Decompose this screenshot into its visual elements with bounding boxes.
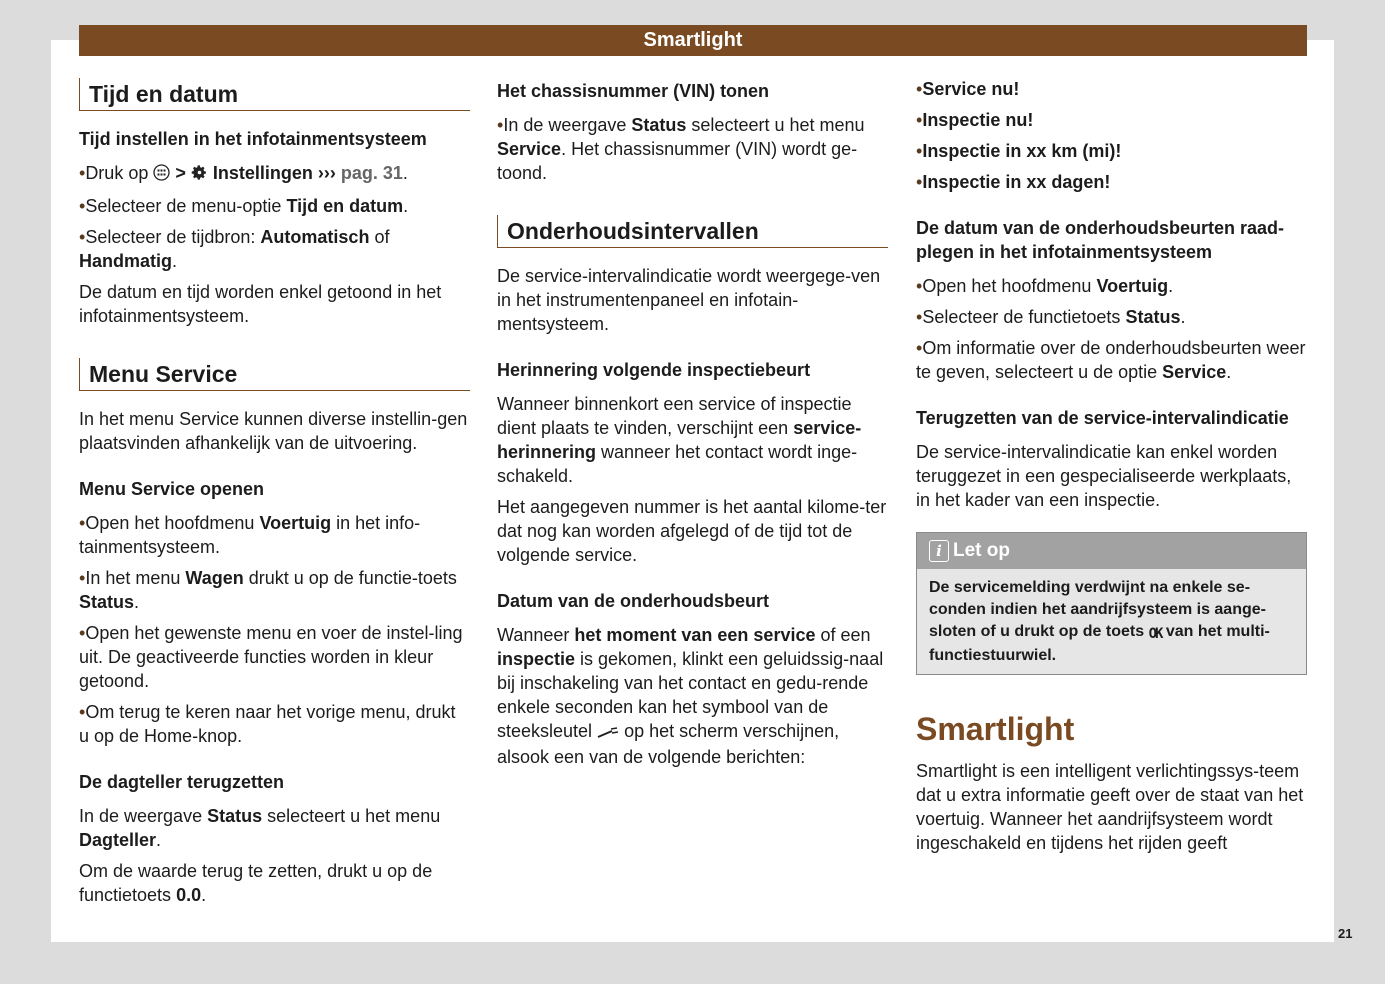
bold-text: Status [79,592,135,612]
paragraph [79,407,470,455]
bullet-item [79,194,470,218]
bullet-item [79,161,470,187]
text-run: . [1180,307,1186,327]
bullet-item [916,139,1307,163]
bullet-item [79,566,470,614]
text-run: Herinnering volgende inspectiebeurt [497,360,811,380]
paragraph [497,264,888,336]
bullet-item [916,305,1307,329]
column-2 [497,79,888,776]
text-run: Selecteer de tijdbron: [85,227,261,247]
text-run: Het chassisnummer (VIN) tonen [497,81,770,101]
bold-text: Status [207,806,263,826]
subheading [916,406,1307,430]
bold-text: Status [1125,307,1181,327]
text-run: wanneer het contact wordt inge-schakeld. [497,442,858,486]
subheading [79,127,470,151]
text-run: De service-intervalindicatie kan enkel worden teruggezet in een gespecialiseerde werkplaats, in het kader van een inspectie. [916,442,1292,510]
text-run: Om informatie over de onderhoudsbeurten weer te geven, selecteert u de optie [916,338,1306,382]
ok-key-icon: OK [1148,626,1162,642]
note-title: Let op [953,540,1010,561]
text-run: . [172,251,178,271]
bullet-item [79,225,470,273]
text-run: Menu Service openen [79,479,265,499]
text-run: Smartlight [916,711,1075,747]
text-run: . Het chassisnummer (VIN) wordt ge-toond. [497,139,858,183]
bold-text: Tijd en datum [286,196,404,216]
text-run: De servicemelding verdwijnt na enkele se-conden indien het aandrijfsysteem is aange-sloten of u drukt op de toets [929,579,1266,640]
text-run: selecteert u het menu [262,806,441,826]
text-run: Selecteer de functietoets [922,307,1126,327]
section-title: Smartlight [643,29,743,51]
page-number: 21 [1338,926,1353,941]
bold-text: > [170,163,191,183]
bold-text: Dagteller [79,830,157,850]
text-run: In het menu Service kunnen diverse instellin-gen plaatsvinden afhankelijk van de uitvoering. [79,409,468,453]
paragraph [497,495,888,567]
text-run: van het multi-functiestuurwiel. [929,623,1270,664]
bold-text: Handmatig [79,251,173,271]
text-run: Het aangegeven nummer is het aantal kilome-ter dat nog kan worden afgelegd of de tijd tot de volgende service. [497,497,887,565]
bold-text: Automatisch [260,227,370,247]
column-1 [79,78,470,914]
bullet-item [497,113,888,185]
text-run: Open het hoofdmenu [85,513,260,533]
bullet-item [916,77,1307,101]
subheading [79,477,470,501]
paragraph [79,859,470,907]
bold-text: Voertuig [1096,276,1169,296]
menu-grid-icon [153,163,170,187]
section-heading [79,358,470,391]
text-run: Tijd en datum [89,81,239,107]
text-run: Terugzetten van de service-intervalindicatie [916,408,1289,428]
text-run: De datum van de onderhoudsbeurten raad-plegen in het infotainmentsysteem [916,218,1285,262]
paragraph [916,759,1307,855]
text-run: Menu Service [89,361,238,387]
paragraph [79,804,470,852]
subheading [497,358,888,382]
text-run: Om terug te keren naar het vorige menu, drukt u op de Home-knop. [79,702,456,746]
text-run: in het info-tainmentsysteem. [79,513,421,557]
subheading [497,79,888,103]
text-run: De datum en tijd worden enkel getoond in het infotainmentsysteem. [79,282,442,326]
text-run: De dagteller terugzetten [79,772,285,792]
subheading [79,770,470,794]
text-run: Onderhoudsintervallen [507,218,759,244]
bold-text: Inspectie in xx km (mi)! [922,141,1122,161]
bold-text: 0.0 [176,885,202,905]
bullet-item [79,700,470,748]
bold-text: Inspectie nu! [922,110,1034,130]
text-run: Datum van de onderhoudsbeurt [497,591,770,611]
note-body [917,569,1306,674]
text-run: Druk op [85,163,154,183]
text-run: of een [815,625,871,645]
bold-text: Voertuig [259,513,332,533]
bold-text: Wagen [185,568,244,588]
note-box [916,532,1307,675]
text-run: Open het hoofdmenu [922,276,1097,296]
text-run: Wanneer binnenkort een service of inspectie dient plaats te vinden, verschijnt een [497,394,852,438]
section-header-bar [79,25,1307,56]
bullet-item [79,511,470,559]
bold-text: inspectie [497,649,576,669]
paragraph [916,440,1307,512]
page-reference-link[interactable]: pag. 31 [340,163,403,183]
gear-icon [191,163,208,187]
text-run: In de weergave [503,115,632,135]
bullet-item [916,108,1307,132]
info-icon: i [929,540,949,562]
bullet-item [79,621,470,693]
column-3 [916,77,1307,862]
bold-text: service-herinnering [497,418,862,462]
section-heading [79,78,470,111]
bold-text: Status [631,115,687,135]
bold-text: Service nu! [922,79,1020,99]
bold-text: Service [1162,362,1227,382]
text-run: Smartlight is een intelligent verlichtingssys-teem dat u extra informatie geeft over de staat van het voertuig. Wanneer het aandrijfsysteem wordt ingeschakeld en tijdens het rijden geeft [916,761,1304,853]
text-run: Selecteer de menu-optie [85,196,287,216]
text-run: . [1168,276,1174,296]
bold-text: Inspectie in xx dagen! [922,172,1111,192]
subheading [497,589,888,613]
text-run: . [201,885,207,905]
paragraph [497,623,888,769]
text-run: Open het gewenste menu en voer de instel-ling uit. De geactiveerde functies worden in kleur getoond. [79,623,463,691]
text-run: drukt u op de functie-toets [243,568,457,588]
subheading [916,216,1307,264]
text-run: . [134,592,140,612]
paragraph [497,392,888,488]
text-run: De service-intervalindicatie wordt weergege-ven in het instrumentenpaneel en infotain-mentsysteem. [497,266,881,334]
bold-text: ››› [312,163,341,183]
bold-text: Instellingen [207,163,313,183]
paragraph [79,280,470,328]
section-heading [497,215,888,248]
text-run: op het scherm verschijnen, alsook een van de volgende berichten: [497,721,840,767]
text-run: Om de waarde terug te zetten, drukt u op de functietoets [79,861,433,905]
text-run: . [156,830,162,850]
text-run: selecteert u het menu [686,115,865,135]
bullet-item [916,274,1307,298]
text-run: Tijd instellen in het infotainmentsysteem [79,129,427,149]
bold-text: het moment van een service [574,625,816,645]
text-run: Wanneer [497,625,575,645]
bullet-item [916,170,1307,194]
wrench-icon [597,721,619,745]
text-run: In het menu [85,568,186,588]
text-run: of [369,227,390,247]
bold-text: Service [497,139,562,159]
text-run: . [403,196,409,216]
text-run: . [1226,362,1232,382]
text-run: is gekomen, klinkt een geluidssig-naal bij inschakeling van het contact en gedu-rende enkele seconden kan het symbool van de steeksleutel [497,649,884,741]
note-header [917,533,1306,569]
text-run: In de weergave [79,806,208,826]
bullet-item [916,336,1307,384]
text-run: . [402,163,408,183]
chapter-heading [916,709,1307,749]
